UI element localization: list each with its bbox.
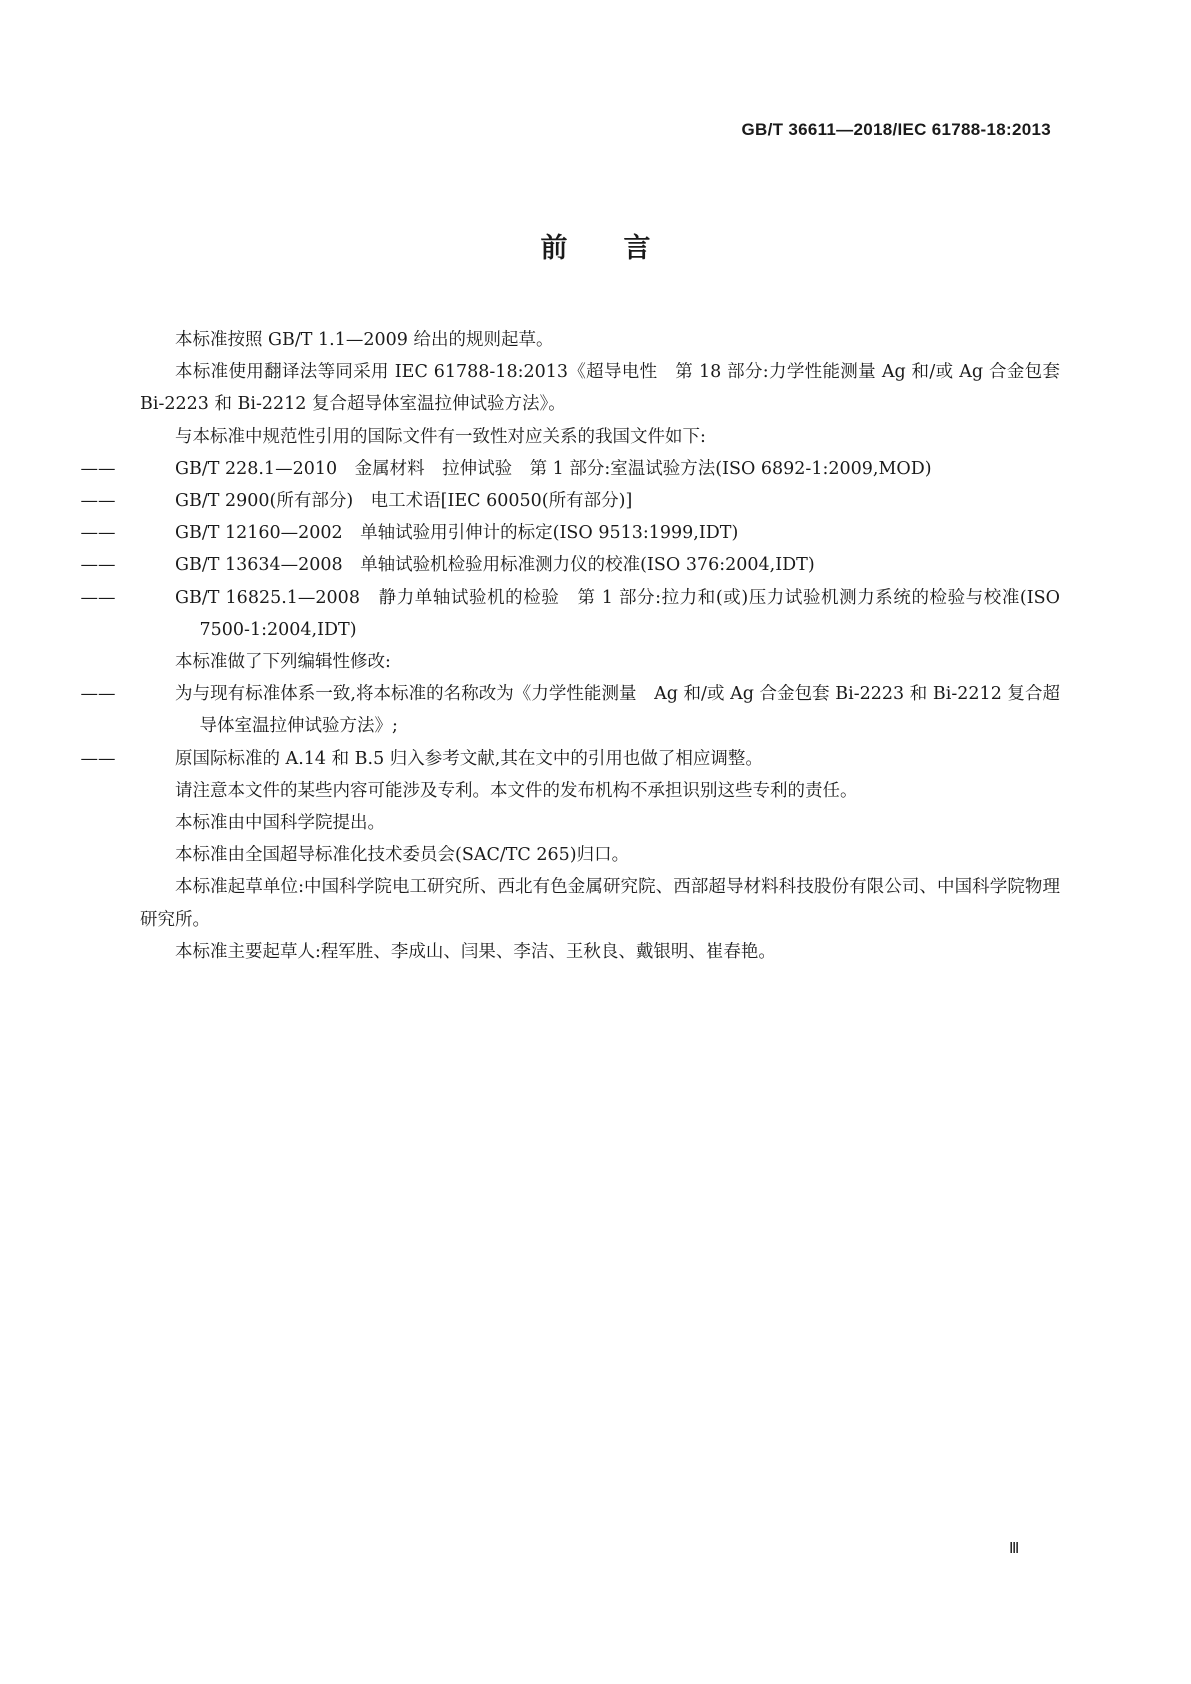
reference-text: GB/T 16825.1—2008 静力单轴试验机的检验 第 1 部分:拉力和(或)压力试验机测力系统的检验与校准(ISO 7500-1:2004,IDT) <box>175 587 1060 640</box>
paragraph-drafting-rules: 本标准按照 GB/T 1.1—2009 给出的规则起草。 <box>175 330 554 350</box>
dash-marker: —— <box>80 684 116 705</box>
dash-marker: —— <box>80 458 116 479</box>
editorial-change-item <box>80 678 1060 742</box>
page-title: 前言 <box>540 233 707 264</box>
paragraph-drafters: 本标准主要起草人:程军胜、李成山、闫果、李洁、王秋良、戴银明、崔春艳。 <box>175 941 776 962</box>
dash-marker: —— <box>80 491 116 512</box>
reference-item <box>80 517 1060 549</box>
paragraph-patent-notice: 请注意本文件的某些内容可能涉及专利。本文件的发布机构不承担识别这些专利的责任。 <box>175 780 858 801</box>
paragraph-editorial-intro: 本标准做了下列编辑性修改: <box>175 652 391 673</box>
dash-marker: —— <box>80 748 116 769</box>
dash-marker: —— <box>80 587 116 608</box>
page-number: Ⅲ <box>1009 1541 1020 1557</box>
paragraph-adoption: 本标准使用翻译法等同采用 IEC 61788-18:2013《超导电性 第 18 部分:力学性能测量 Ag 和/或 Ag 合金包套 Bi-2223 和 Bi-2212 复合超导体室温拉伸试验方法》。 <box>140 362 1060 415</box>
reference-text: GB/T 13634—2008 单轴试验机检验用标准测力仪的校准(ISO 376:2004,IDT) <box>175 555 815 576</box>
reference-item <box>80 485 1060 517</box>
reference-text: GB/T 228.1—2010 金属材料 拉伸试验 第 1 部分:室温试验方法(ISO 6892-1:2009,MOD) <box>175 458 932 479</box>
editorial-change-item <box>80 743 1060 775</box>
reference-text: GB/T 12160—2002 单轴试验用引伸计的标定(ISO 9513:1999,IDT) <box>175 523 739 544</box>
reference-item <box>80 549 1060 581</box>
reference-text: GB/T 2900(所有部分) 电工术语[IEC 60050(所有部分)] <box>175 491 633 512</box>
reference-item <box>80 453 1060 485</box>
editorial-change-text: 原国际标准的 A.14 和 B.5 归入参考文献,其在文中的引用也做了相应调整。 <box>175 748 763 769</box>
dash-marker: —— <box>80 555 116 576</box>
paragraph-proposer: 本标准由中国科学院提出。 <box>175 813 385 834</box>
foreword-body <box>80 324 1060 968</box>
dash-marker: —— <box>80 523 116 544</box>
paragraph-committee: 本标准由全国超导标准化技术委员会(SAC/TC 265)归口。 <box>175 845 630 866</box>
paragraph-references-intro: 与本标准中规范性引用的国际文件有一致性对应关系的我国文件如下: <box>175 426 706 447</box>
standard-code-header: GB/T 36611—2018/IEC 61788-18:2013 <box>741 120 1051 139</box>
paragraph-drafting-units: 本标准起草单位:中国科学院电工研究所、西北有色金属研究院、西部超导材料科技股份有限公司、中国科学院物理研究所。 <box>140 877 1060 930</box>
reference-item <box>80 582 1060 646</box>
editorial-change-text: 为与现有标准体系一致,将本标准的名称改为《力学性能测量 Ag 和/或 Ag 合金包套 Bi-2223 和 Bi-2212 复合超导体室温拉伸试验方法》; <box>175 684 1060 737</box>
